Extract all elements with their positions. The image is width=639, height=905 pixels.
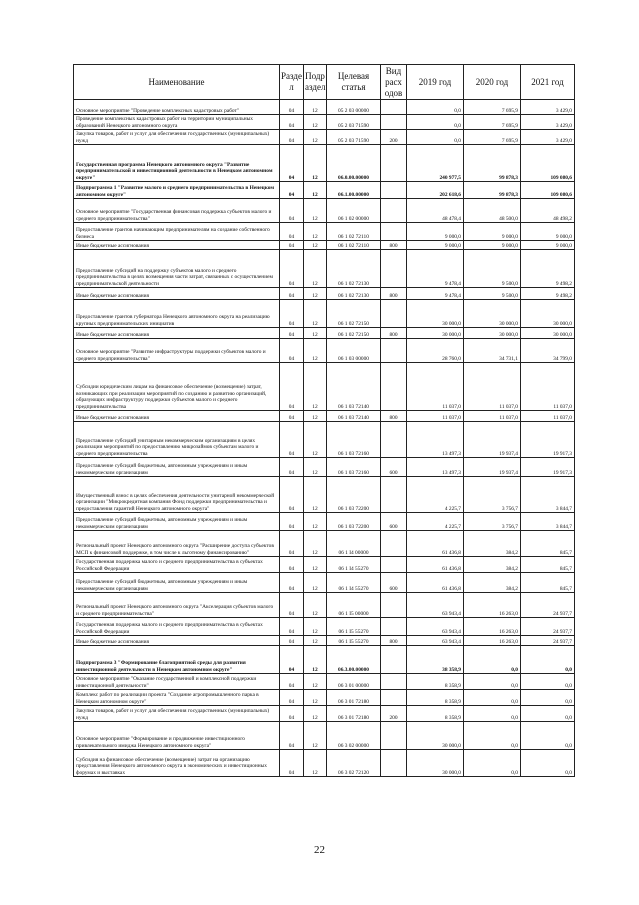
cell-section: 04 [280, 363, 304, 411]
cell-name: Государственная программа Ненецкого автономного округа "Развитие предпринимательской и инвестиционной деятельности в Ненецком автономном округе" [74, 145, 280, 182]
cell-expense-type: 600 [381, 513, 407, 531]
cell-subsection: 12 [304, 339, 327, 363]
cell-expense-type [381, 115, 407, 130]
cell-subsection: 12 [304, 130, 327, 145]
cell-2019: 202 618,6 [407, 182, 464, 199]
cell-name: Иные бюджетные ассигнования [74, 328, 280, 339]
cell-section: 04 [280, 288, 304, 300]
table-row [74, 646, 575, 674]
cell-target-article: 06 3 01 72180 [327, 690, 381, 706]
cell-2019: 63 943,4 [407, 618, 464, 636]
cell-target-article: 06 1 02 00000 [327, 199, 381, 223]
cell-name: Иные бюджетные ассигнования [74, 636, 280, 646]
table-body [74, 100, 575, 777]
cell-target-article: 06 1 03 72160 [327, 458, 381, 477]
cell-2020: 99 878,3 [464, 145, 521, 182]
cell-name: Основное мероприятие "Оказание государственной и комплексной поддержки инвестиционной деятельности" [74, 674, 280, 690]
cell-subsection: 12 [304, 115, 327, 130]
cell-section: 04 [280, 411, 304, 422]
cell-2020: 384,2 [464, 557, 521, 573]
cell-target-article: 06 1 I4 55270 [327, 573, 381, 593]
header-year-2021: 2021 год [521, 65, 575, 100]
cell-name: Региональный проект Ненецкого автономного округа "Расширение доступа субъектов МСП к финансовой поддержке, в том числе к льготному финансированию" [74, 531, 280, 557]
cell-expense-type [381, 674, 407, 690]
cell-target-article: 06 3 01 72180 [327, 706, 381, 722]
header-year-2019: 2019 год [407, 65, 464, 100]
cell-expense-type [381, 363, 407, 411]
cell-2020: 11 037,0 [464, 411, 521, 422]
cell-2019: 38 358,9 [407, 646, 464, 674]
cell-2020: 384,2 [464, 531, 521, 557]
cell-expense-type: 800 [381, 288, 407, 300]
cell-expense-type [381, 646, 407, 674]
cell-2019: 11 037,0 [407, 411, 464, 422]
cell-2021: 11 037,0 [521, 363, 575, 411]
cell-name: Предоставление субсидий бюджетным, автономным учреждениям и иным некоммерческим организациям [74, 513, 280, 531]
cell-section: 04 [280, 182, 304, 199]
page-number: 22 [314, 844, 325, 856]
cell-2019: 9 000,0 [407, 241, 464, 250]
cell-name: Предоставление субсидий унитарным некоммерческим организациям в целях реализации мероприятий по предоставлению микрозаймов субъектам малого и среднего предпринимательства [74, 422, 280, 458]
cell-name: Основное мероприятие "Формирование и продвижение инвестиционного привлекательного имиджа Ненецкого автономного округа" [74, 722, 280, 750]
cell-section: 04 [280, 300, 304, 328]
cell-2019: 63 943,4 [407, 593, 464, 618]
cell-2020: 3 756,7 [464, 477, 521, 513]
cell-2020: 16 263,0 [464, 636, 521, 646]
cell-name: Предоставление субсидий бюджетным, автономным учреждениям и иным некоммерческим организациям [74, 458, 280, 477]
table-row [74, 706, 575, 722]
table-row [74, 363, 575, 411]
cell-target-article: 06 1 03 00000 [327, 339, 381, 363]
cell-target-article: 06 1 I5 00000 [327, 593, 381, 618]
cell-2020: 7 695,9 [464, 130, 521, 145]
cell-expense-type [381, 531, 407, 557]
cell-2019: 4 225,7 [407, 513, 464, 531]
cell-2021: 0,0 [521, 750, 575, 777]
cell-2021: 109 080,6 [521, 145, 575, 182]
cell-2020: 7 695,9 [464, 100, 521, 115]
table-row [74, 411, 575, 422]
cell-target-article: 05 2 03 00000 [327, 100, 381, 115]
cell-2019: 13 497,3 [407, 458, 464, 477]
table-row [74, 339, 575, 363]
cell-section: 04 [280, 130, 304, 145]
cell-2020: 9 000,0 [464, 223, 521, 241]
cell-expense-type [381, 477, 407, 513]
cell-expense-type: 200 [381, 130, 407, 145]
cell-name: Иные бюджетные ассигнования [74, 241, 280, 250]
cell-subsection: 12 [304, 145, 327, 182]
cell-expense-type: 800 [381, 636, 407, 646]
cell-2019: 8 358,9 [407, 690, 464, 706]
cell-subsection: 12 [304, 199, 327, 223]
cell-name: Основное мероприятие "Развитие инфраструктуры поддержки субъектов малого и среднего предпринимательства" [74, 339, 280, 363]
cell-2019: 9 478,4 [407, 288, 464, 300]
cell-name: Региональный проект Ненецкого автономного округа "Акселерация субъектов малого и среднего предпринимательства" [74, 593, 280, 618]
table-row [74, 241, 575, 250]
cell-2020: 19 937,4 [464, 422, 521, 458]
cell-target-article: 06 3 01 00000 [327, 674, 381, 690]
cell-section: 04 [280, 477, 304, 513]
cell-subsection: 12 [304, 636, 327, 646]
cell-2019: 0,0 [407, 130, 464, 145]
cell-subsection: 12 [304, 646, 327, 674]
cell-section: 04 [280, 593, 304, 618]
cell-expense-type [381, 339, 407, 363]
cell-section: 04 [280, 674, 304, 690]
cell-2020: 19 937,4 [464, 458, 521, 477]
cell-expense-type [381, 618, 407, 636]
cell-2019: 4 225,7 [407, 477, 464, 513]
cell-2021: 9 498,2 [521, 250, 575, 288]
cell-subsection: 12 [304, 722, 327, 750]
table-row [74, 223, 575, 241]
header-section: Разде л [280, 65, 304, 100]
cell-2019: 30 000,0 [407, 722, 464, 750]
cell-2020: 9 500,0 [464, 288, 521, 300]
cell-name: Проведение комплексных кадастровых работ на территории муниципальных образований Ненецкого автономного округа [74, 115, 280, 130]
table-row [74, 328, 575, 339]
cell-section: 04 [280, 573, 304, 593]
cell-2019: 0,0 [407, 100, 464, 115]
cell-name: Предоставление грантов начинающим предпринимателям на создание собственного бизнеса [74, 223, 280, 241]
cell-name: Субсидия на финансовое обеспечение (возмещение) затрат на организацию представления Ненецкого автономного округа в экономических и инвестиционных форумах и выставках [74, 750, 280, 777]
table-row [74, 722, 575, 750]
cell-subsection: 12 [304, 573, 327, 593]
cell-2020: 384,2 [464, 573, 521, 593]
cell-subsection: 12 [304, 706, 327, 722]
cell-2020: 0,0 [464, 674, 521, 690]
cell-name: Иные бюджетные ассигнования [74, 411, 280, 422]
cell-target-article: 05 2 03 71590 [327, 115, 381, 130]
cell-name: Подпрограмма 3 "Формирование благоприятной среды для развития инвестиционной деятельности в Ненецком автономном округе" [74, 646, 280, 674]
budget-table [73, 64, 575, 777]
cell-2021: 845,7 [521, 557, 575, 573]
cell-2021: 0,0 [521, 722, 575, 750]
cell-2019: 63 943,4 [407, 636, 464, 646]
cell-2021: 24 937,7 [521, 636, 575, 646]
cell-2021: 845,7 [521, 531, 575, 557]
table-row [74, 199, 575, 223]
cell-subsection: 12 [304, 531, 327, 557]
cell-expense-type [381, 300, 407, 328]
cell-section: 04 [280, 636, 304, 646]
cell-section: 04 [280, 618, 304, 636]
table-row [74, 145, 575, 182]
cell-2020: 0,0 [464, 706, 521, 722]
table-row [74, 477, 575, 513]
cell-2021: 0,0 [521, 674, 575, 690]
cell-2021: 11 037,0 [521, 411, 575, 422]
cell-subsection: 12 [304, 241, 327, 250]
cell-subsection: 12 [304, 513, 327, 531]
cell-section: 04 [280, 513, 304, 531]
cell-section: 04 [280, 100, 304, 115]
header-expense-type: Вид расх одов [381, 65, 407, 100]
table-row [74, 100, 575, 115]
table-row [74, 618, 575, 636]
cell-expense-type: 600 [381, 573, 407, 593]
cell-subsection: 12 [304, 182, 327, 199]
cell-2021: 9 498,2 [521, 288, 575, 300]
cell-2020: 3 756,7 [464, 513, 521, 531]
cell-expense-type: 800 [381, 328, 407, 339]
cell-2019: 30 000,0 [407, 750, 464, 777]
cell-subsection: 12 [304, 363, 327, 411]
cell-2020: 9 000,0 [464, 241, 521, 250]
cell-subsection: 12 [304, 477, 327, 513]
cell-2020: 30 000,0 [464, 300, 521, 328]
cell-2021: 9 000,0 [521, 241, 575, 250]
table-row [74, 115, 575, 130]
cell-target-article: 06 1 I5 55270 [327, 618, 381, 636]
cell-section: 04 [280, 690, 304, 706]
cell-subsection: 12 [304, 593, 327, 618]
cell-subsection: 12 [304, 223, 327, 241]
cell-2019: 13 497,3 [407, 422, 464, 458]
cell-subsection: 12 [304, 674, 327, 690]
cell-target-article: 06.1.00.00000 [327, 182, 381, 199]
header-target-article: Целевая статья [327, 65, 381, 100]
table-row [74, 531, 575, 557]
cell-name: Имущественный взнос в целях обеспечения деятельности унитарной некоммерческой организации "Микрокредитная компания Фонд поддержки предпринимательства и предоставления гарантий Ненецкого автономного округа" [74, 477, 280, 513]
cell-target-article: 06 1 I5 55270 [327, 636, 381, 646]
cell-2020: 11 037,0 [464, 363, 521, 411]
cell-2020: 0,0 [464, 722, 521, 750]
table-row [74, 690, 575, 706]
table-row [74, 750, 575, 777]
cell-2021: 48 498,2 [521, 199, 575, 223]
cell-name: Предоставление субсидий бюджетным, автономным учреждениям и иным некоммерческим организациям [74, 573, 280, 593]
table-row [74, 250, 575, 288]
cell-name: Предоставление грантов губернатора Ненецкого автономного округа на реализацию крупных предпринимательских инициатив [74, 300, 280, 328]
cell-section: 04 [280, 722, 304, 750]
cell-2019: 0,0 [407, 115, 464, 130]
cell-expense-type [381, 250, 407, 288]
table-row [74, 593, 575, 618]
cell-section: 04 [280, 750, 304, 777]
cell-target-article: 06.3.00.00000 [327, 646, 381, 674]
cell-subsection: 12 [304, 750, 327, 777]
cell-section: 04 [280, 706, 304, 722]
cell-2021: 3 844,7 [521, 513, 575, 531]
cell-expense-type [381, 593, 407, 618]
cell-2020: 48 500,0 [464, 199, 521, 223]
table-row [74, 674, 575, 690]
cell-expense-type [381, 750, 407, 777]
cell-subsection: 12 [304, 328, 327, 339]
cell-expense-type [381, 223, 407, 241]
cell-2019: 30 000,0 [407, 328, 464, 339]
cell-2020: 0,0 [464, 690, 521, 706]
table-row [74, 636, 575, 646]
cell-section: 04 [280, 328, 304, 339]
cell-section: 04 [280, 145, 304, 182]
cell-target-article: 06 3 02 72120 [327, 750, 381, 777]
cell-2021: 19 917,3 [521, 422, 575, 458]
cell-expense-type: 600 [381, 458, 407, 477]
cell-2021: 3 429,0 [521, 115, 575, 130]
table-header-row [74, 65, 575, 100]
cell-section: 04 [280, 531, 304, 557]
cell-2021: 30 000,0 [521, 300, 575, 328]
cell-2020: 99 878,3 [464, 182, 521, 199]
cell-2021: 24 937,7 [521, 593, 575, 618]
table-row [74, 288, 575, 300]
cell-section: 04 [280, 339, 304, 363]
cell-2019: 8 358,9 [407, 674, 464, 690]
cell-target-article: 06 1 03 72140 [327, 363, 381, 411]
cell-2020: 0,0 [464, 646, 521, 674]
cell-2021: 24 937,7 [521, 618, 575, 636]
cell-2021: 9 000,0 [521, 223, 575, 241]
cell-subsection: 12 [304, 288, 327, 300]
cell-subsection: 12 [304, 557, 327, 573]
cell-2019: 61 436,8 [407, 531, 464, 557]
cell-target-article: 06 1 03 72140 [327, 411, 381, 422]
cell-section: 04 [280, 458, 304, 477]
cell-2019: 28 760,0 [407, 339, 464, 363]
cell-target-article: 06 1 02 72150 [327, 328, 381, 339]
table-row [74, 422, 575, 458]
cell-2021: 109 080,6 [521, 182, 575, 199]
cell-expense-type [381, 199, 407, 223]
header-name: Наименование [74, 65, 280, 100]
cell-name: Комплекс работ по реализации проекта "Создание агропромышленного парка в Ненецком автономном округе" [74, 690, 280, 706]
cell-2019: 240 977,5 [407, 145, 464, 182]
cell-target-article: 06 3 02 00000 [327, 722, 381, 750]
cell-2020: 16 263,0 [464, 593, 521, 618]
cell-subsection: 12 [304, 690, 327, 706]
cell-expense-type: 200 [381, 706, 407, 722]
cell-expense-type: 800 [381, 241, 407, 250]
cell-target-article: 06 1 03 72200 [327, 477, 381, 513]
cell-section: 04 [280, 241, 304, 250]
cell-name: Государственная поддержка малого и среднего предпринимательства в субъектах Российской Федерации [74, 618, 280, 636]
cell-section: 04 [280, 646, 304, 674]
cell-name: Основное мероприятие "Проведение комплексных кадастровых работ" [74, 100, 280, 115]
cell-2019: 61 436,8 [407, 557, 464, 573]
cell-name: Закупка товаров, работ и услуг для обеспечения государственных (муниципальных) нужд [74, 130, 280, 145]
cell-section: 04 [280, 250, 304, 288]
cell-2019: 11 037,0 [407, 363, 464, 411]
cell-expense-type [381, 100, 407, 115]
cell-target-article: 06 1 03 72200 [327, 513, 381, 531]
cell-2021: 34 799,0 [521, 339, 575, 363]
cell-2021: 0,0 [521, 706, 575, 722]
cell-2020: 0,0 [464, 750, 521, 777]
cell-2019: 30 000,0 [407, 300, 464, 328]
cell-name: Основное мероприятие "Государственная финансовая поддержка субъектов малого и среднего предпринимательства" [74, 199, 280, 223]
cell-section: 04 [280, 422, 304, 458]
cell-target-article: 06 1 02 72150 [327, 300, 381, 328]
cell-2021: 19 917,3 [521, 458, 575, 477]
cell-target-article: 06 1 I4 00000 [327, 531, 381, 557]
cell-name: Предоставление субсидий на поддержку субъектов малого и среднего предпринимательства в целях возмещения части затрат, связанных с осуществлением предпринимательской деятельности [74, 250, 280, 288]
cell-2020: 34 731,1 [464, 339, 521, 363]
cell-target-article: 05 2 03 71590 [327, 130, 381, 145]
cell-name: Иные бюджетные ассигнования [74, 288, 280, 300]
header-year-2020: 2020 год [464, 65, 521, 100]
cell-2019: 9 000,0 [407, 223, 464, 241]
cell-target-article: 06 1 02 72110 [327, 223, 381, 241]
cell-2021: 0,0 [521, 646, 575, 674]
cell-expense-type [381, 722, 407, 750]
cell-subsection: 12 [304, 618, 327, 636]
cell-2020: 16 263,0 [464, 618, 521, 636]
cell-subsection: 12 [304, 422, 327, 458]
cell-2020: 7 695,9 [464, 115, 521, 130]
table-row [74, 557, 575, 573]
cell-2019: 48 478,4 [407, 199, 464, 223]
cell-2019: 9 478,4 [407, 250, 464, 288]
cell-2021: 3 844,7 [521, 477, 575, 513]
cell-expense-type [381, 145, 407, 182]
cell-2019: 61 436,8 [407, 573, 464, 593]
cell-2021: 0,0 [521, 690, 575, 706]
cell-expense-type [381, 182, 407, 199]
cell-target-article: 06 1 02 72130 [327, 288, 381, 300]
cell-subsection: 12 [304, 411, 327, 422]
cell-name: Закупка товаров, работ и услуг для обеспечения государственных (муниципальных) нужд [74, 706, 280, 722]
cell-name: Государственная поддержка малого и среднего предпринимательства в субъектах Российской Федерации [74, 557, 280, 573]
cell-expense-type [381, 422, 407, 458]
cell-target-article: 06 1 03 72160 [327, 422, 381, 458]
cell-name: Субсидии юридическим лицам на финансовое обеспечение (возмещение) затрат, возникающих при реализации мероприятий по созданию и развитию организаций, образующих инфраструктуру поддержки субъектов малого и среднего предпринимательства [74, 363, 280, 411]
cell-section: 04 [280, 223, 304, 241]
table-row [74, 458, 575, 477]
cell-name: Подпрограмма 1 "Развитие малого и среднего предпринимательства в Ненецком автономном округе" [74, 182, 280, 199]
cell-2020: 30 000,0 [464, 328, 521, 339]
table-row [74, 182, 575, 199]
cell-section: 04 [280, 115, 304, 130]
cell-target-article: 06 1 02 72110 [327, 241, 381, 250]
cell-target-article: 06 1 02 72130 [327, 250, 381, 288]
table-row [74, 130, 575, 145]
cell-expense-type: 800 [381, 411, 407, 422]
cell-subsection: 12 [304, 250, 327, 288]
cell-target-article: 06.0.00.00000 [327, 145, 381, 182]
cell-2020: 9 500,0 [464, 250, 521, 288]
cell-expense-type [381, 690, 407, 706]
cell-expense-type [381, 557, 407, 573]
cell-2021: 845,7 [521, 573, 575, 593]
cell-section: 04 [280, 557, 304, 573]
cell-2019: 8 358,9 [407, 706, 464, 722]
table-row [74, 513, 575, 531]
cell-subsection: 12 [304, 100, 327, 115]
table-row [74, 573, 575, 593]
cell-2021: 3 429,0 [521, 130, 575, 145]
cell-subsection: 12 [304, 300, 327, 328]
cell-2021: 3 429,0 [521, 100, 575, 115]
cell-target-article: 06 1 I4 55270 [327, 557, 381, 573]
cell-subsection: 12 [304, 458, 327, 477]
header-subsection: Подр аздел [304, 65, 327, 100]
cell-2021: 30 000,0 [521, 328, 575, 339]
cell-section: 04 [280, 199, 304, 223]
table-row [74, 300, 575, 328]
